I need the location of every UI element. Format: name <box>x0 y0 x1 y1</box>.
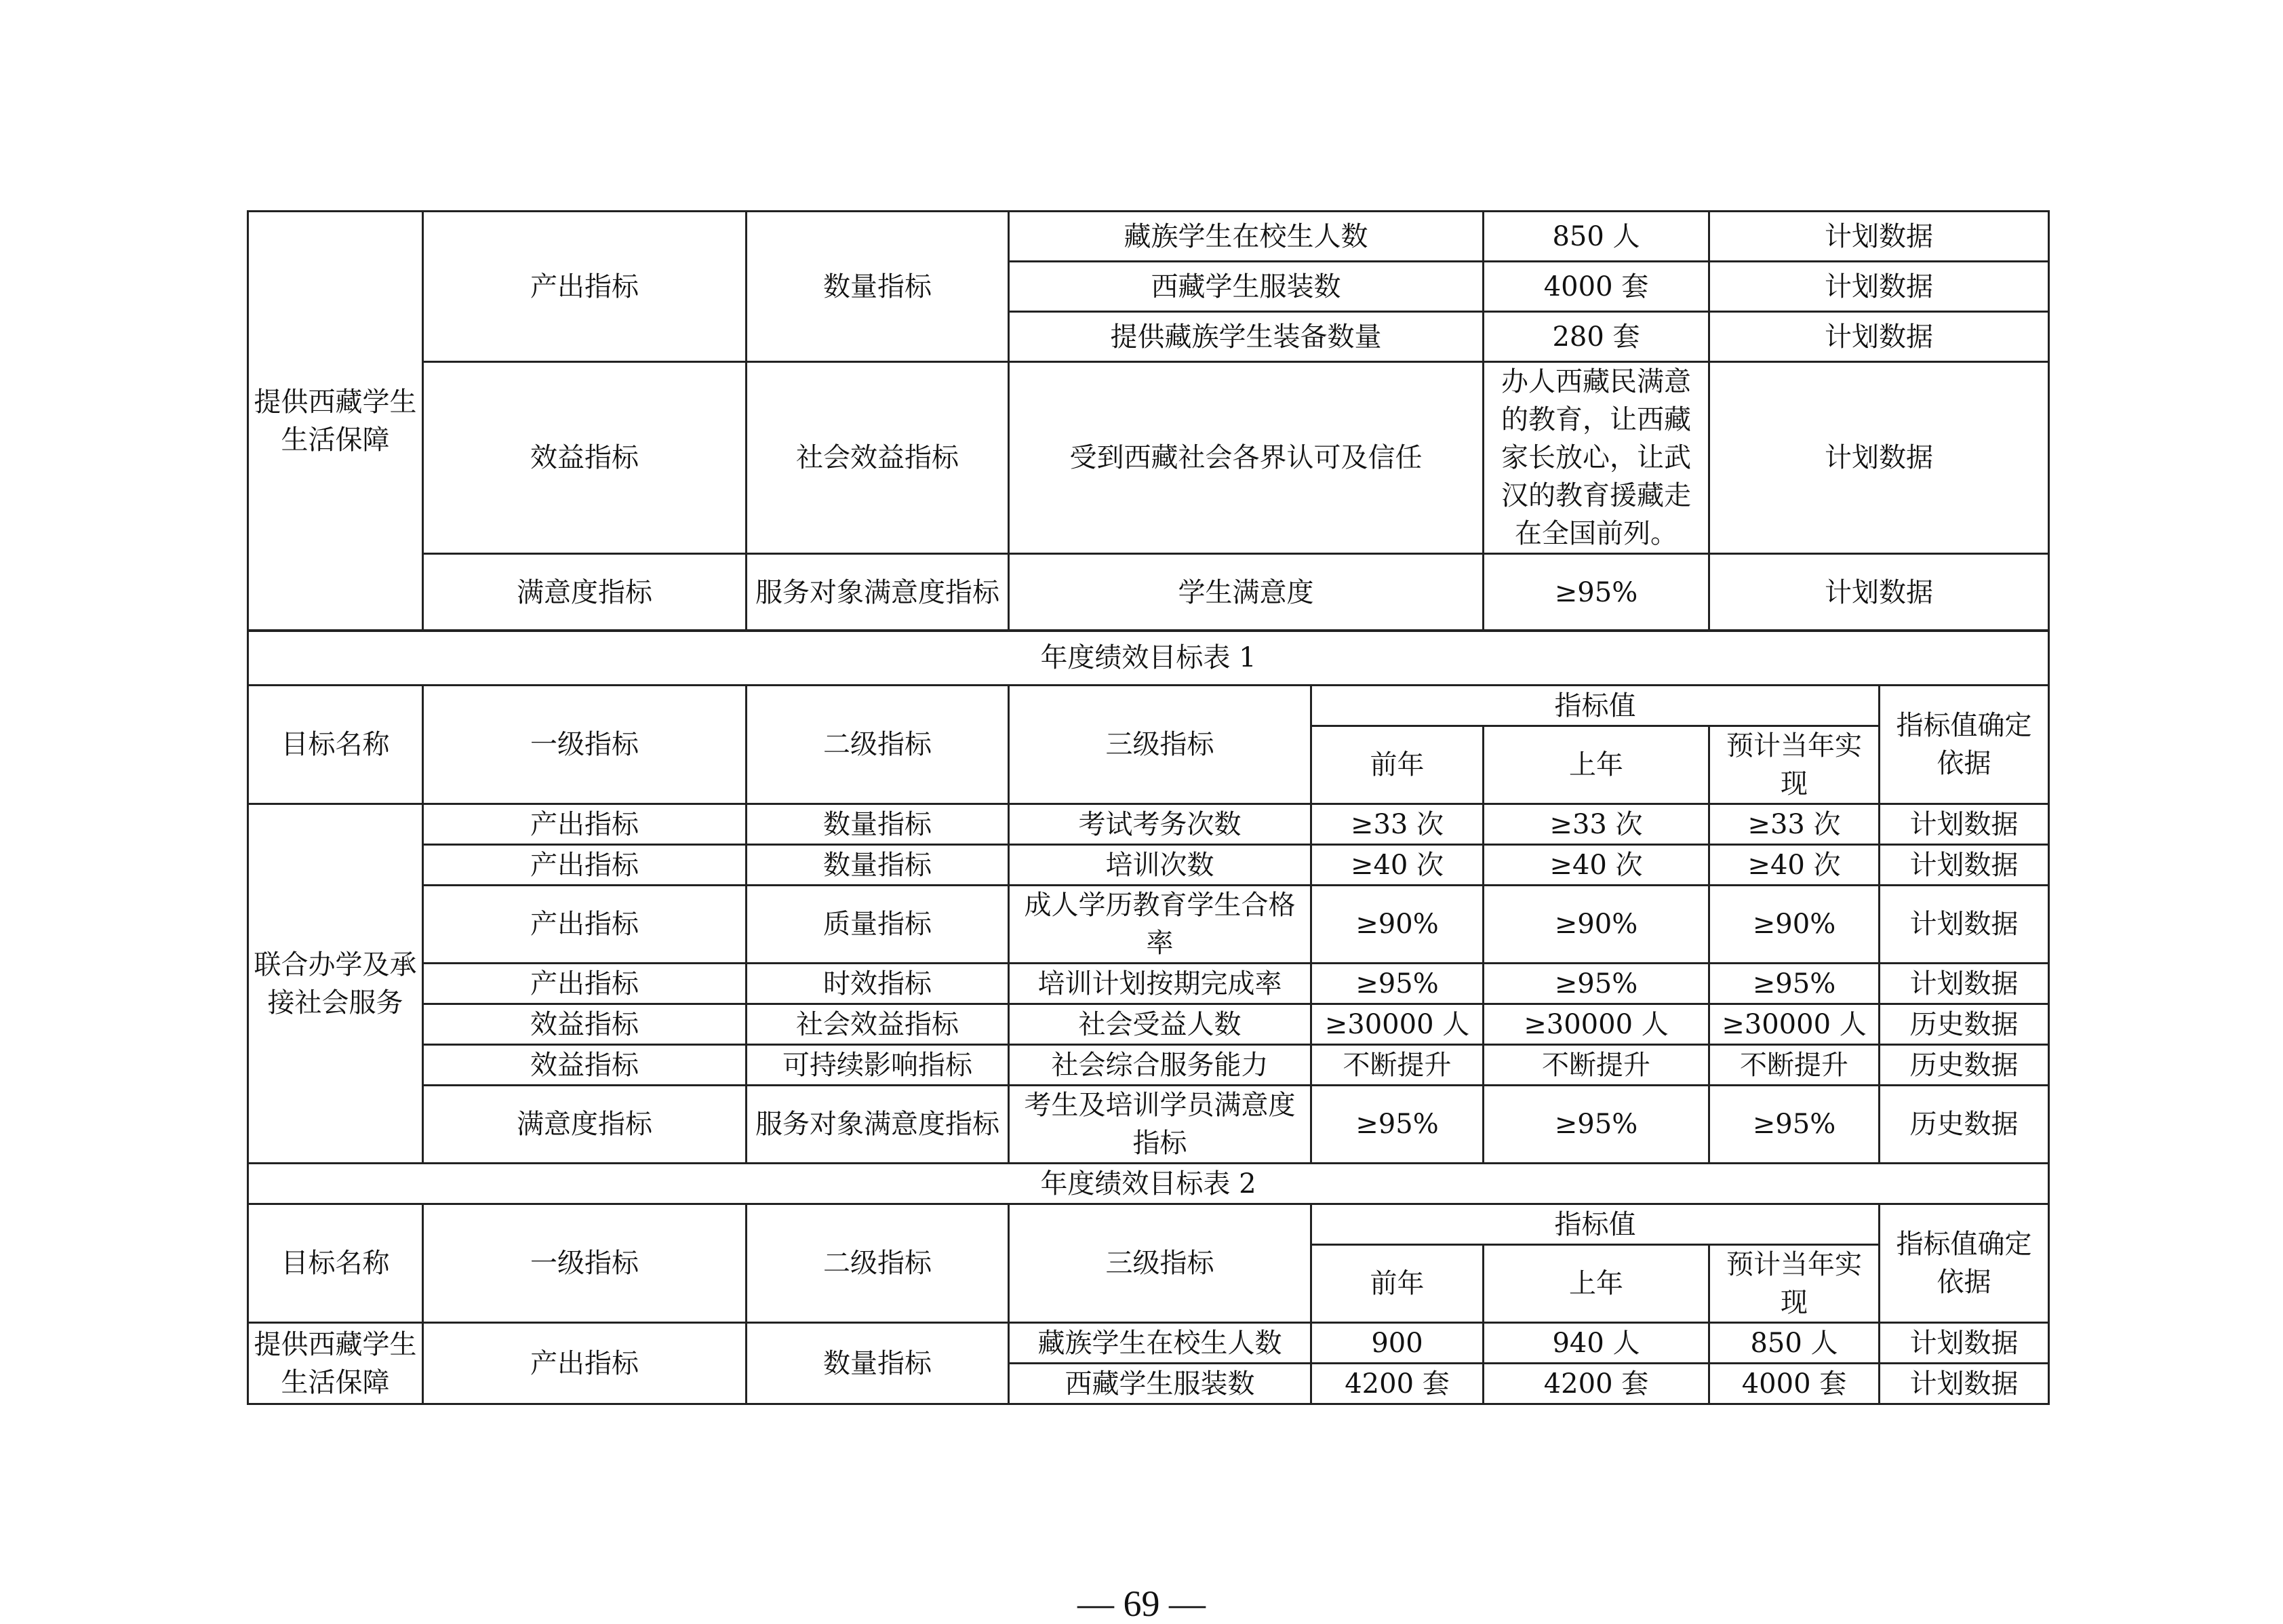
header-level1: 一级指标 <box>423 686 747 804</box>
level3-cell: 考生及培训学员满意度指标 <box>1009 1086 1311 1164</box>
table-row <box>248 362 2049 554</box>
goal-table-continuation <box>247 210 2050 632</box>
table-title-row <box>248 1164 2049 1204</box>
level1-cell: 产出指标 <box>423 804 747 845</box>
basis-cell: 计划数据 <box>1880 1323 2049 1364</box>
prev-cell: 900 <box>1311 1323 1484 1364</box>
table-title: 年度绩效目标表 2 <box>248 1164 2049 1204</box>
expected-cell: ≥40 次 <box>1709 845 1880 886</box>
level2-cell: 社会效益指标 <box>747 1004 1009 1045</box>
header-row <box>248 686 2049 726</box>
level3-cell: 藏族学生在校生人数 <box>1009 1323 1311 1364</box>
header-level2: 二级指标 <box>747 1204 1009 1323</box>
table-row <box>248 845 2049 886</box>
last-cell: ≥40 次 <box>1484 845 1709 886</box>
level3-cell: 考试考务次数 <box>1009 804 1311 845</box>
level3-cell: 培训计划按期完成率 <box>1009 964 1311 1004</box>
expected-cell: ≥30000 人 <box>1709 1004 1880 1045</box>
header-level2: 二级指标 <box>747 686 1009 804</box>
last-cell: ≥30000 人 <box>1484 1004 1709 1045</box>
basis-cell: 计划数据 <box>1709 262 2049 312</box>
header-prev-year: 前年 <box>1311 726 1484 804</box>
prev-cell: 4200 套 <box>1311 1364 1484 1404</box>
expected-cell: ≥95% <box>1709 964 1880 1004</box>
goal-name-cell: 提供西藏学生生活保障 <box>248 1323 423 1404</box>
level3-cell: 学生满意度 <box>1009 554 1484 631</box>
header-basis: 指标值确定依据 <box>1880 1204 2049 1323</box>
level3-cell: 社会综合服务能力 <box>1009 1045 1311 1086</box>
header-goal: 目标名称 <box>248 1204 423 1323</box>
header-value-group: 指标值 <box>1311 1204 1880 1245</box>
header-expected: 预计当年实现 <box>1709 726 1880 804</box>
level1-cell: 效益指标 <box>423 1004 747 1045</box>
level3-cell: 藏族学生在校生人数 <box>1009 212 1484 262</box>
prev-cell: ≥40 次 <box>1311 845 1484 886</box>
header-basis: 指标值确定依据 <box>1880 686 2049 804</box>
level3-cell: 西藏学生服装数 <box>1009 1364 1311 1404</box>
level3-cell: 提供藏族学生装备数量 <box>1009 312 1484 362</box>
basis-cell: 计划数据 <box>1880 804 2049 845</box>
expected-cell: 4000 套 <box>1709 1364 1880 1404</box>
goal-name-cell: 提供西藏学生生活保障 <box>248 212 423 631</box>
level2-cell: 数量指标 <box>747 804 1009 845</box>
level2-cell: 数量指标 <box>747 845 1009 886</box>
level2-cell: 服务对象满意度指标 <box>747 554 1009 631</box>
table-title-row <box>248 631 2049 686</box>
level3-cell: 受到西藏社会各界认可及信任 <box>1009 362 1484 554</box>
value-cell: 850 人 <box>1484 212 1709 262</box>
basis-cell: 历史数据 <box>1880 1004 2049 1045</box>
header-row <box>248 1204 2049 1245</box>
basis-cell: 计划数据 <box>1709 554 2049 631</box>
table-row <box>248 964 2049 1004</box>
table-row <box>248 1004 2049 1045</box>
header-expected: 预计当年实现 <box>1709 1245 1880 1323</box>
basis-cell: 计划数据 <box>1880 1364 2049 1404</box>
last-cell: 不断提升 <box>1484 1045 1709 1086</box>
header-level1: 一级指标 <box>423 1204 747 1323</box>
prev-cell: ≥30000 人 <box>1311 1004 1484 1045</box>
basis-cell: 历史数据 <box>1880 1086 2049 1164</box>
last-cell: ≥95% <box>1484 1086 1709 1164</box>
level1-cell: 效益指标 <box>423 1045 747 1086</box>
value-cell: ≥95% <box>1484 554 1709 631</box>
level1-cell: 产出指标 <box>423 964 747 1004</box>
level3-cell: 社会受益人数 <box>1009 1004 1311 1045</box>
basis-cell: 计划数据 <box>1709 212 2049 262</box>
level2-cell: 数量指标 <box>747 1323 1009 1404</box>
expected-cell: ≥33 次 <box>1709 804 1880 845</box>
basis-cell: 计划数据 <box>1880 886 2049 964</box>
value-cell: 280 套 <box>1484 312 1709 362</box>
header-goal: 目标名称 <box>248 686 423 804</box>
last-cell: 4200 套 <box>1484 1364 1709 1404</box>
basis-cell: 计划数据 <box>1709 362 2049 554</box>
level2-cell: 服务对象满意度指标 <box>747 1086 1009 1164</box>
value-cell: 办人西藏民满意的教育，让西藏家长放心，让武汉的教育援藏走在全国前列。 <box>1484 362 1709 554</box>
table-row <box>248 554 2049 631</box>
prev-cell: ≥95% <box>1311 1086 1484 1164</box>
level2-cell: 时效指标 <box>747 964 1009 1004</box>
expected-cell: ≥90% <box>1709 886 1880 964</box>
level3-cell: 培训次数 <box>1009 845 1311 886</box>
table-row <box>248 1323 2049 1364</box>
goal-name-cell: 联合办学及承接社会服务 <box>248 804 423 1164</box>
prev-cell: ≥33 次 <box>1311 804 1484 845</box>
level1-cell: 产出指标 <box>423 845 747 886</box>
basis-cell: 计划数据 <box>1709 312 2049 362</box>
basis-cell: 计划数据 <box>1880 964 2049 1004</box>
prev-cell: ≥90% <box>1311 886 1484 964</box>
last-cell: ≥95% <box>1484 964 1709 1004</box>
level3-cell: 成人学历教育学生合格率 <box>1009 886 1311 964</box>
level1-cell: 满意度指标 <box>423 554 747 631</box>
page-number: — 69 — <box>1077 1583 1206 1624</box>
table-row <box>248 212 2049 262</box>
level2-cell: 可持续影响指标 <box>747 1045 1009 1086</box>
last-cell: ≥90% <box>1484 886 1709 964</box>
table-row <box>248 1086 2049 1164</box>
table-row <box>248 1045 2049 1086</box>
prev-cell: 不断提升 <box>1311 1045 1484 1086</box>
value-cell: 4000 套 <box>1484 262 1709 312</box>
level2-cell: 质量指标 <box>747 886 1009 964</box>
level2-cell: 数量指标 <box>747 212 1009 362</box>
header-level3: 三级指标 <box>1009 1204 1311 1323</box>
level1-cell: 满意度指标 <box>423 1086 747 1164</box>
basis-cell: 计划数据 <box>1880 845 2049 886</box>
header-level3: 三级指标 <box>1009 686 1311 804</box>
level3-cell: 西藏学生服装数 <box>1009 262 1484 312</box>
header-last-year: 上年 <box>1484 1245 1709 1323</box>
basis-cell: 历史数据 <box>1880 1045 2049 1086</box>
expected-cell: 不断提升 <box>1709 1045 1880 1086</box>
expected-cell: 850 人 <box>1709 1323 1880 1364</box>
last-cell: 940 人 <box>1484 1323 1709 1364</box>
level2-cell: 社会效益指标 <box>747 362 1009 554</box>
header-prev-year: 前年 <box>1311 1245 1484 1323</box>
last-cell: ≥33 次 <box>1484 804 1709 845</box>
prev-cell: ≥95% <box>1311 964 1484 1004</box>
header-last-year: 上年 <box>1484 726 1709 804</box>
table-row <box>248 886 2049 964</box>
level1-cell: 产出指标 <box>423 212 747 362</box>
table-row <box>248 804 2049 845</box>
annual-goal-tables <box>247 629 2050 1405</box>
table-title: 年度绩效目标表 1 <box>248 631 2049 686</box>
expected-cell: ≥95% <box>1709 1086 1880 1164</box>
level1-cell: 产出指标 <box>423 1323 747 1404</box>
level1-cell: 产出指标 <box>423 886 747 964</box>
level1-cell: 效益指标 <box>423 362 747 554</box>
header-value-group: 指标值 <box>1311 686 1880 726</box>
